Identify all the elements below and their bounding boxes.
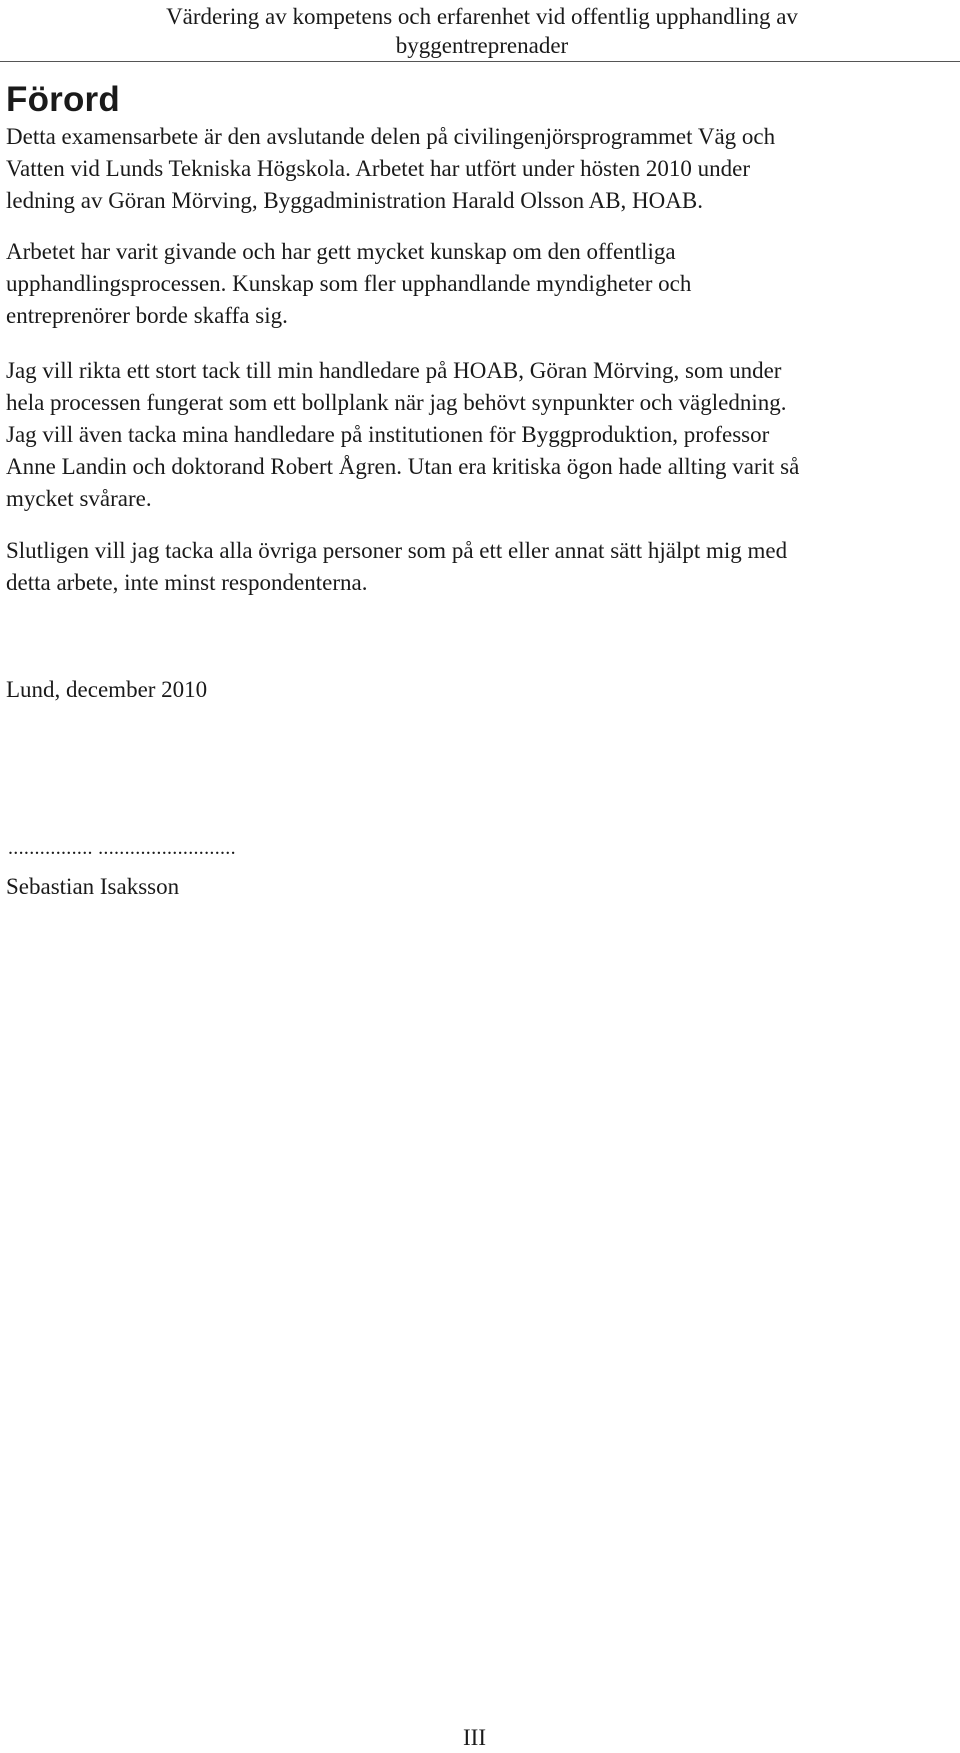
paragraph-introduction <box>6 121 956 217</box>
paragraph-line: ledning av Göran Mörving, Byggadministration Harald Olsson AB, HOAB. <box>6 188 703 213</box>
running-header-title-line2: byggentreprenader <box>395 33 569 58</box>
paragraph-experience <box>6 236 956 332</box>
paragraph-line: Detta examensarbete är den avslutande delen på civilingenjörsprogrammet Väg och <box>6 124 776 149</box>
paragraph-line: hela processen fungerat som ett bollplank när jag behövt synpunkter och vägledning. <box>6 390 787 415</box>
paragraph-line: upphandlingsprocessen. Kunskap som fler upphandlande myndigheter och <box>6 271 692 296</box>
running-header-title <box>92 2 872 60</box>
paragraph-line: Anne Landin och doktorand Robert Ågren. Utan era kritiska ögon hade allting varit så <box>6 454 800 479</box>
running-header <box>0 0 960 62</box>
paragraph-line: entreprenörer borde skaffa sig. <box>6 303 288 328</box>
paragraph-line: Vatten vid Lunds Tekniska Högskola. Arbetet har utfört under hösten 2010 under <box>6 156 751 181</box>
paragraph-line: detta arbete, inte minst respondenterna. <box>6 570 368 595</box>
signature-dotted-line: ................ .......................... <box>8 837 236 859</box>
paragraph-line: Jag vill rikta ett stort tack till min handledare på HOAB, Göran Mörving, som under <box>6 358 782 383</box>
signature-name: Sebastian Isaksson <box>6 874 180 899</box>
paragraph-final-thanks <box>6 535 956 599</box>
page-number: III <box>463 1725 486 1750</box>
paragraph-line: mycket svårare. <box>6 486 152 511</box>
running-header-title-line1: Värdering av kompetens och erfarenhet vid offentlig upphandling av <box>166 4 798 29</box>
place-and-date: Lund, december 2010 <box>6 677 208 702</box>
paragraph-acknowledgements <box>6 355 956 515</box>
paragraph-line: Arbetet har varit givande och har gett mycket kunskap om den offentliga <box>6 239 676 264</box>
paragraph-line: Slutligen vill jag tacka alla övriga personer som på ett eller annat sätt hjälpt mig med <box>6 538 788 563</box>
section-title: Förord <box>6 80 120 119</box>
paragraph-line: Jag vill även tacka mina handledare på institutionen för Byggproduktion, professor <box>6 422 770 447</box>
